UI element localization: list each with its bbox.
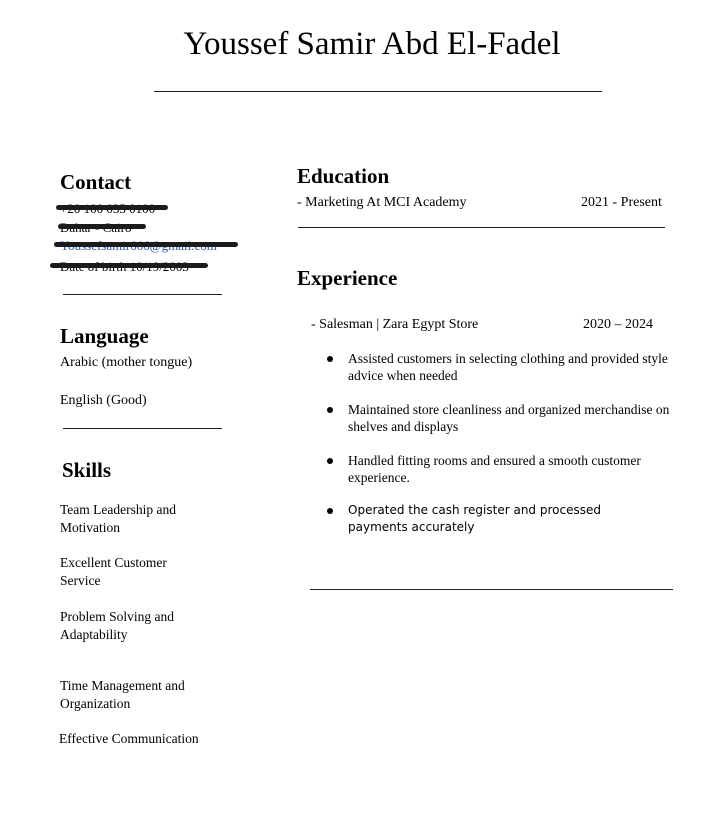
header-divider [154,91,602,92]
language-item: English (Good) [60,393,147,408]
skill-item: Excellent Customer Service [60,555,167,588]
skill-item: Problem Solving and Adaptability [60,609,174,642]
experience-dates: 2020 – 2024 [583,317,653,332]
contact-address: Dahar - Cairo [60,220,132,235]
experience-role: - Salesman | Zara Egypt Store [311,317,479,332]
language-divider [63,428,222,429]
contact-dob: Date of birth 10/19/2003 [60,259,189,274]
education-divider [298,227,665,228]
education-dates: 2021 - Present [581,195,662,210]
skill-item: Time Management and Organization [60,678,185,711]
experience-bullet: Assisted customers in selecting clothing and provided style advice when needed [348,351,668,383]
education-heading: Education [297,164,390,188]
experience-heading: Experience [297,266,398,290]
bullet-icon [327,356,333,362]
skill-item: Effective Communication [59,731,199,746]
experience-bullet: Operated the cash register and processed payments accurately [348,503,601,534]
skills-heading: Skills [62,458,112,482]
education-entry: - Marketing At MCI Academy [297,195,467,210]
contact-divider [63,294,222,295]
resume-name: Youssef Samir Abd El-Fadel [183,26,561,62]
contact-heading: Contact [60,170,132,194]
language-item: Arabic (mother tongue) [60,355,193,370]
redaction-mark [50,263,208,268]
experience-bullet: Maintained store cleanliness and organized merchandise on shelves and displays [348,402,670,434]
language-heading: Language [60,324,149,348]
bullet-icon [327,508,333,514]
contact-email[interactable]: Youssefsamir666@gmail.com [60,238,217,253]
redaction-mark [54,242,238,247]
skill-item: Team Leadership and Motivation [60,502,177,535]
bullet-icon [327,458,333,464]
experience-bullet: Handled fitting rooms and ensured a smooth customer experience. [348,453,641,485]
contact-phone: +20 100 035 0100 [60,201,156,216]
bullet-icon [327,407,333,413]
experience-divider [310,589,673,590]
redaction-mark [58,224,146,229]
redaction-mark [56,205,168,210]
